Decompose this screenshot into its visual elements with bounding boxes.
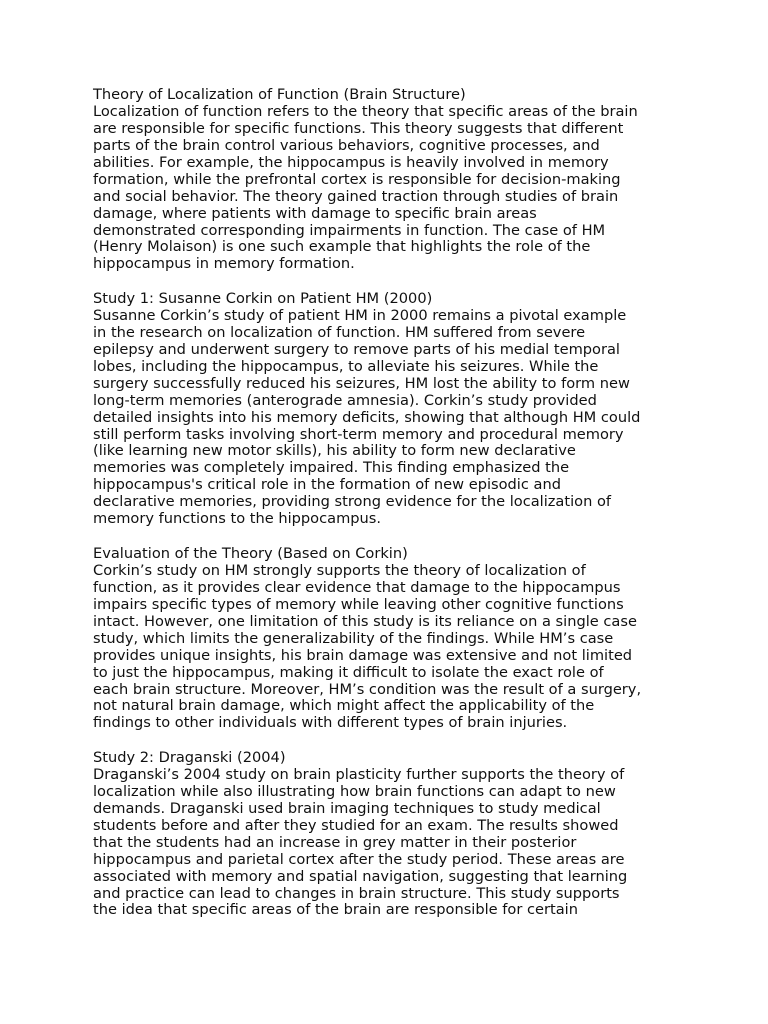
paragraph-line: study, which limits the generalizability of the findings. While HM’s case [93,629,614,647]
paragraph-line: to just the hippocampus, making it difficult to isolate the exact role of [93,663,604,681]
paragraph-line: memories was completely impaired. This finding emphasized the [93,459,570,477]
paragraph-line: Localization of function refers to the theory that specific areas of the brain [93,102,638,120]
paragraph-line: the idea that specific areas of the brain are responsible for certain [93,901,578,919]
paragraph-line: memory functions to the hippocampus. [93,510,382,528]
paragraph-line: Susanne Corkin’s study of patient HM in 2000 remains a pivotal example [93,306,627,324]
paragraph-line: damage, where patients with damage to specific brain areas [93,204,537,222]
paragraph-line: Corkin’s study on HM strongly supports the theory of localization of [93,561,586,579]
paragraph-line: parts of the brain control various behaviors, cognitive processes, and [93,136,600,154]
paragraph-line: demands. Draganski used brain imaging techniques to study medical [93,799,601,817]
paragraph-line: hippocampus in memory formation. [93,255,355,273]
paragraph-line: (Henry Molaison) is one such example that highlights the role of the [93,238,591,256]
paragraph-line: abilities. For example, the hippocampus is heavily involved in memory [93,153,609,171]
paragraph-line: hippocampus's critical role in the formation of new episodic and [93,476,561,494]
paragraph-line: Draganski’s 2004 study on brain plasticity further supports the theory of [93,765,625,783]
section-evaluation [93,546,683,732]
paragraph-line: localization while also illustrating how brain functions can adapt to new [93,782,616,800]
section-theory [93,87,683,273]
section-heading: Theory of Localization of Function (Brain Structure) [93,86,466,103]
section-heading: Study 2: Draganski (2004) [93,749,286,766]
paragraph-line: still perform tasks involving short-term memory and procedural memory [93,425,624,443]
paragraph-line: findings to other individuals with different types of brain injuries. [93,714,568,732]
paragraph-line: declarative memories, providing strong evidence for the localization of [93,493,612,511]
paragraph-line: function, as it provides clear evidence that damage to the hippocampus [93,578,621,596]
section-study-1 [93,291,683,528]
paragraph-line: hippocampus and parietal cortex after the study period. These areas are [93,850,625,868]
paragraph-line: formation, while the prefrontal cortex is responsible for decision-making [93,170,621,188]
paragraph-line: lobes, including the hippocampus, to alleviate his seizures. While the [93,357,599,375]
section-heading: Study 1: Susanne Corkin on Patient HM (2000) [93,290,433,307]
paragraph-line: that the students had an increase in grey matter in their posterior [93,833,577,851]
section-study-2 [93,750,683,919]
paragraph-line: are responsible for specific functions. This theory suggests that different [93,119,624,137]
paragraph-line: long-term memories (anterograde amnesia). Corkin’s study provided [93,391,597,409]
paragraph-line: in the research on localization of function. HM suffered from severe [93,323,586,341]
paragraph-line: not natural brain damage, which might affect the applicability of the [93,697,595,715]
paragraph-line: each brain structure. Moreover, HM’s condition was the result of a surgery, [93,680,642,698]
paragraph-line: demonstrated corresponding impairments in function. The case of HM [93,221,606,239]
paragraph-line: and social behavior. The theory gained traction through studies of brain [93,187,619,205]
paragraph-line: epilepsy and underwent surgery to remove parts of his medial temporal [93,340,620,358]
paragraph-line: surgery successfully reduced his seizures, HM lost the ability to form new [93,374,630,392]
paragraph-line: provides unique insights, his brain damage was extensive and not limited [93,646,633,664]
paragraph-line: detailed insights into his memory deficits, showing that although HM could [93,408,641,426]
paragraph-line: impairs specific types of memory while leaving other cognitive functions [93,595,624,613]
paragraph-line: intact. However, one limitation of this study is its reliance on a single case [93,612,637,630]
paragraph-line: students before and after they studied for an exam. The results showed [93,816,619,834]
paragraph-line: associated with memory and spatial navigation, suggesting that learning [93,867,628,885]
paragraph-line: and practice can lead to changes in brain structure. This study supports [93,884,620,902]
section-heading: Evaluation of the Theory (Based on Corkin) [93,545,408,562]
paragraph-line: (like learning new motor skills), his ability to form new declarative [93,442,576,460]
